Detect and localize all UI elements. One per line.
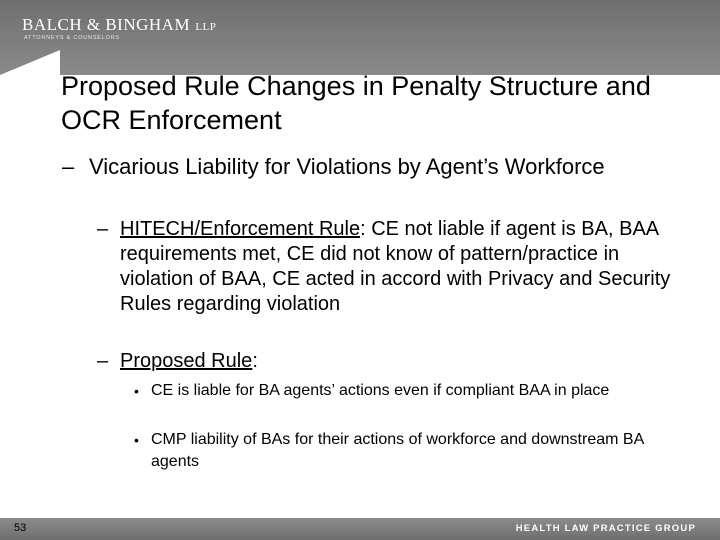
bullet-text: CMP liability of BAs for their actions of workforce and downstream BA agents [151, 431, 644, 470]
firm-name: BALCH & BINGHAM [22, 15, 191, 34]
bullet-level3-item [134, 429, 674, 473]
bullet-text: CE is liable for BA agents’ actions even if compliant BAA in place [151, 382, 610, 399]
page-number: 53 [14, 522, 27, 534]
bullet-text [120, 217, 677, 317]
bullet-level3-item [134, 380, 674, 402]
bullet-label: HITECH/Enforcement Rule [120, 218, 361, 240]
dot-bullet: • [134, 432, 139, 448]
bullet-level2-hitech [97, 217, 677, 317]
dash-bullet: – [62, 154, 75, 179]
bullet-label: Proposed Rule [120, 350, 253, 372]
firm-logo [22, 15, 216, 35]
practice-group-label: HEALTH LAW PRACTICE GROUP [515, 523, 696, 534]
bullet-body: : [252, 350, 258, 372]
dash-bullet: – [97, 218, 109, 240]
bullet-text: Vicarious Liability for Violations by Agent’s Workforce [89, 154, 605, 179]
bullet-text [120, 349, 677, 374]
dot-bullet: • [134, 383, 139, 399]
footer-band [0, 518, 720, 540]
bullet-level2-proposed [97, 349, 677, 374]
firm-suffix: LLP [195, 21, 217, 33]
bullet-level1 [62, 153, 622, 181]
header-band [0, 0, 720, 75]
bullet-body: : CE not liable if agent is BA, BAA requirements met, CE did not know of pattern/practice in violation of BAA, CE acted in accord with Privacy and Security Rules regarding violation [120, 218, 671, 315]
firm-tagline: ATTORNEYS & COUNSELORS [24, 35, 120, 41]
dash-bullet: – [97, 350, 109, 372]
slide-title: Proposed Rule Changes in Penalty Structure and OCR Enforcement [61, 71, 651, 135]
